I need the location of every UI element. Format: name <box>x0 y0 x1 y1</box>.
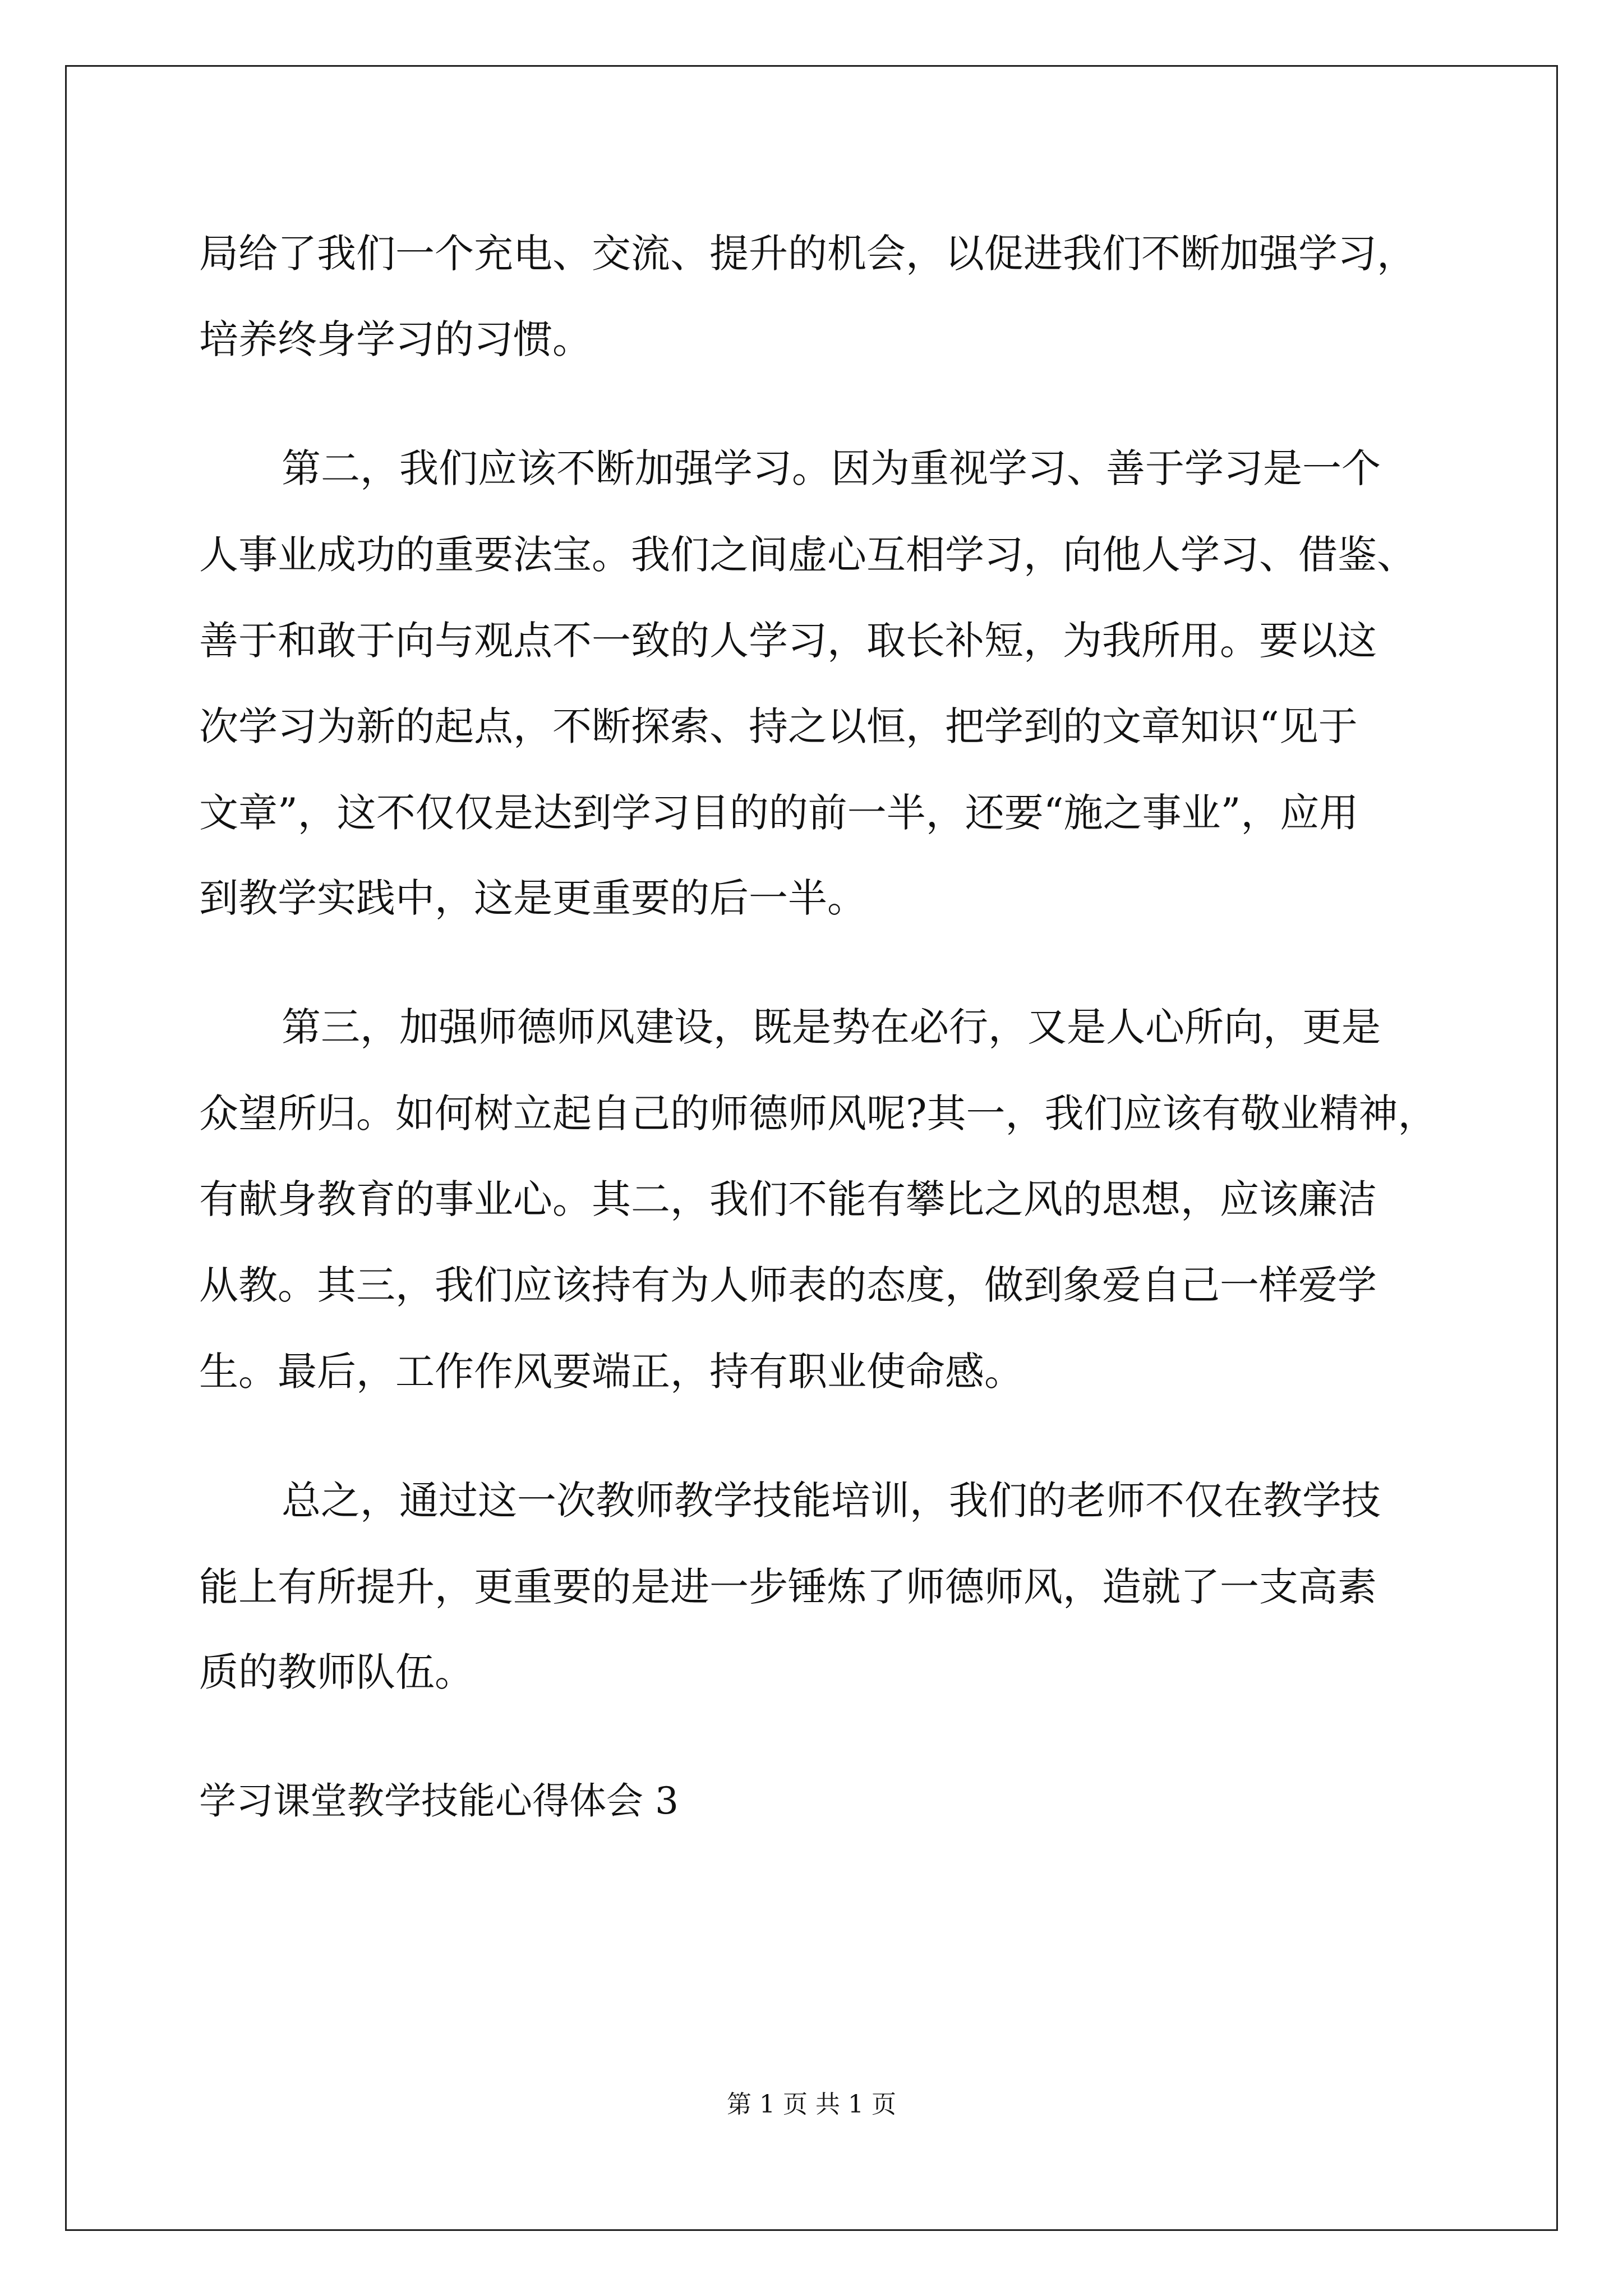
page-footer: 第 1 页 共 1 页 <box>727 2090 896 2119</box>
text-line: 人事业成功的重要法宝。我们之间虚心互相学习，向他人学习、借鉴、 <box>199 532 1416 578</box>
paragraph-start-line: 第三，加强师德师风建设，既是势在必行，又是人心所向，更是 <box>282 1004 1381 1050</box>
page-border <box>65 65 1558 2231</box>
text-line: 局给了我们一个充电、交流、提升的机会，以促进我们不断加强学习， <box>199 231 1416 277</box>
text-line: 从教。其三，我们应该持有为人师表的态度，做到象爱自己一样爱学 <box>199 1262 1377 1308</box>
text-line: 众望所归。如何树立起自己的师德师风呢?其一，我们应该有敬业精神， <box>199 1091 1437 1137</box>
text-line: 到教学实践中，这是更重要的后一半。 <box>199 875 866 921</box>
text-line: 善于和敢于向与观点不一致的人学习，取长补短，为我所用。要以这 <box>199 618 1377 664</box>
section-heading: 学习课堂教学技能心得体会 3 <box>199 1779 679 1823</box>
text-line: 质的教师队伍。 <box>199 1649 474 1695</box>
paragraph-start-line: 总之，通过这一次教师教学技能培训，我们的老师不仅在教学技 <box>282 1478 1381 1524</box>
text-line: 有献身教育的事业心。其二，我们不能有攀比之风的思想，应该廉洁 <box>199 1176 1377 1222</box>
text-line: 培养终身学习的习惯。 <box>199 316 592 362</box>
text-line: 文章”，这不仅仅是达到学习目的的前一半，还要“施之事业”，应用 <box>199 790 1359 836</box>
paragraph-start-line: 第二，我们应该不断加强学习。因为重视学习、善于学习是一个 <box>282 445 1381 491</box>
text-line: 能上有所提升，更重要的是进一步锤炼了师德师风，造就了一支高素 <box>199 1564 1377 1610</box>
text-line: 次学习为新的起点，不断探索、持之以恒，把学到的文章知识“见于 <box>199 703 1358 749</box>
text-line: 生。最后，工作作风要端正，持有职业使命感。 <box>199 1349 1023 1395</box>
